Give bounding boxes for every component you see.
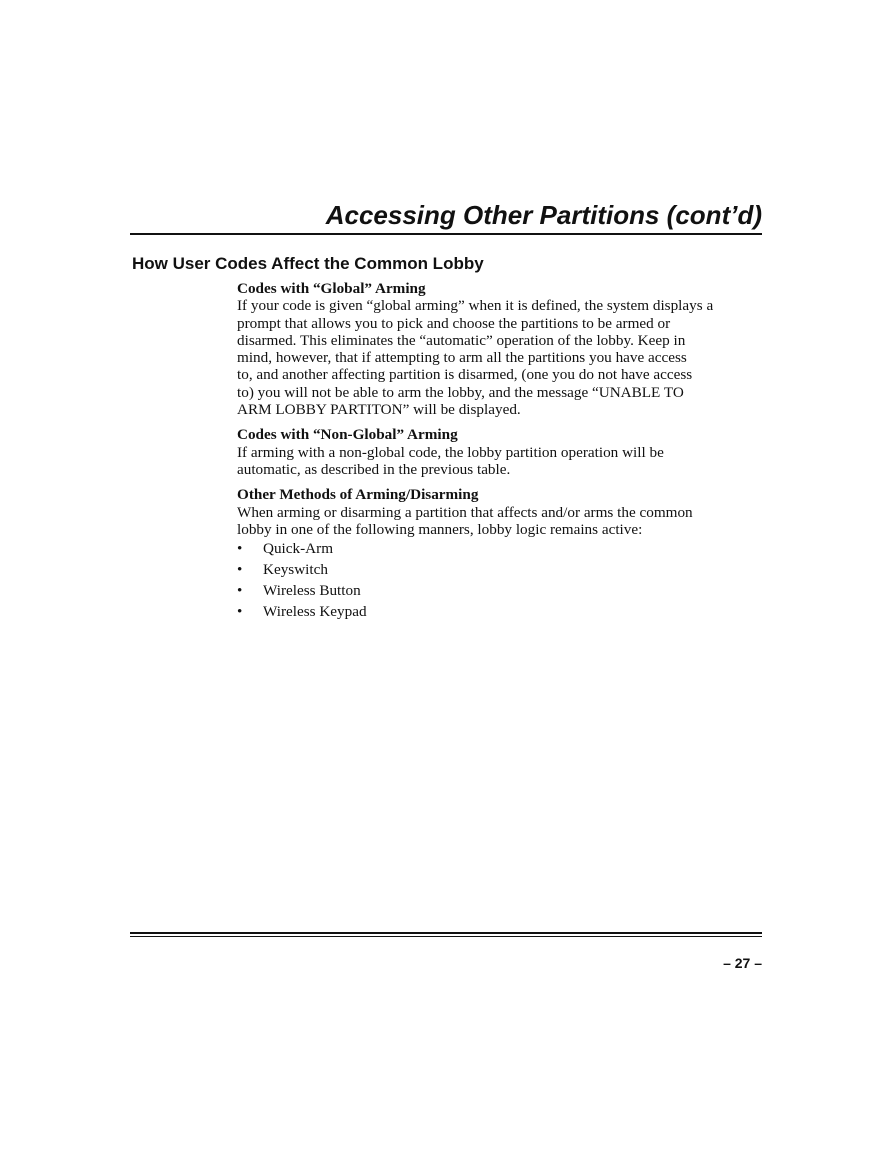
list-item-label: Wireless Keypad [263,602,367,620]
arming-methods-list [237,539,767,622]
block-other-methods [237,486,767,538]
list-item [237,539,767,560]
subhead-non-global-arming: Codes with “Non-Global” Arming [237,426,458,444]
footer-rule-thin [130,936,762,937]
block-non-global-arming [237,426,767,478]
subhead-other-methods: Other Methods of Arming/Disarming [237,486,479,504]
page-title: Accessing Other Partitions (cont’d) [325,200,762,230]
paragraph-non-global-arming: If arming with a non-global code, the lobby partition operation will be automatic, as described in the previous table. [237,443,664,478]
footer-rule-thick [130,932,762,934]
body-column [237,280,767,622]
list-item-label: Keyswitch [263,560,328,578]
title-rule [130,233,762,235]
list-item [237,602,767,623]
bullet-icon: • [237,540,243,558]
paragraph-other-methods: When arming or disarming a partition that affects and/or arms the common lobby in one of the following manners, lobby logic remains active: [237,503,693,538]
bullet-icon: • [237,581,243,599]
bullet-icon: • [237,560,243,578]
bullet-icon: • [237,602,243,620]
list-item-label: Quick-Arm [263,540,334,558]
subhead-global-arming: Codes with “Global” Arming [237,280,426,297]
section-heading: How User Codes Affect the Common Lobby [132,254,484,273]
block-global-arming [237,280,767,418]
page-number: – 27 – [723,955,762,971]
list-item-label: Wireless Button [263,581,361,599]
list-item [237,581,767,602]
list-item [237,560,767,581]
paragraph-global-arming: If your code is given “global arming” when it is defined, the system displays a prompt that allows you to pick and choose the partitions to be armed or disarmed. This eliminates the “automatic” operation of the lobby. Keep in mind, however, that if attempting to arm all the partitions you have access to, and another affecting partition is disarmed, (one you do not have access to) you will not be able to arm the lobby, and the message “UNABLE TO ARM LOBBY PARTITON” will be displayed. [237,297,714,419]
